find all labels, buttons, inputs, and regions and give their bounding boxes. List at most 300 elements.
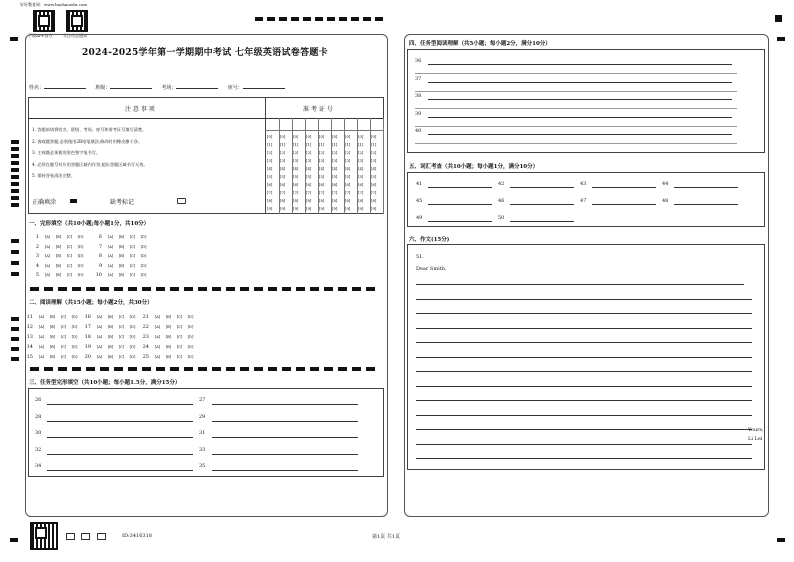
- exam-digit-bubble[interactable]: [1]: [358, 142, 364, 147]
- exam-digit-bubble[interactable]: [7]: [306, 190, 312, 195]
- choice-bubble[interactable]: [D]: [187, 355, 194, 359]
- choice-bubble[interactable]: [A]: [154, 315, 161, 319]
- choice-bubble[interactable]: [D]: [77, 235, 84, 239]
- question-row[interactable]: [30, 234, 86, 240]
- choice-bubble[interactable]: [B]: [49, 355, 56, 359]
- choice-bubble[interactable]: [D]: [71, 315, 78, 319]
- choice-bubble[interactable]: [A]: [96, 355, 103, 359]
- choice-bubble[interactable]: [B]: [107, 345, 114, 349]
- question-row[interactable]: [82, 314, 138, 320]
- question-row[interactable]: [93, 244, 149, 250]
- separator-block: [100, 367, 109, 371]
- seat-field[interactable]: [243, 88, 285, 89]
- separator-block: [100, 287, 109, 291]
- exam-digit-bubble[interactable]: [8]: [319, 198, 325, 203]
- choice-bubble[interactable]: [B]: [118, 244, 125, 249]
- choice-bubble[interactable]: [A]: [38, 355, 45, 359]
- choice-bubble[interactable]: [D]: [140, 235, 147, 239]
- question-row[interactable]: [24, 354, 80, 360]
- exam-digit-bubble[interactable]: [2]: [267, 150, 273, 155]
- question-number: 14: [26, 344, 33, 350]
- choice-bubble[interactable]: [A]: [107, 263, 114, 268]
- choice-bubble[interactable]: [C]: [129, 244, 136, 249]
- answer-line[interactable]: [47, 437, 193, 438]
- choice-bubble[interactable]: [A]: [38, 345, 45, 349]
- question-row[interactable]: [24, 344, 80, 350]
- exam-digit-bubble[interactable]: [7]: [280, 190, 286, 195]
- choice-bubble[interactable]: [D]: [140, 244, 147, 249]
- footer-box: [97, 533, 106, 540]
- choice-bubble[interactable]: [C]: [118, 325, 125, 329]
- exam-digit-bubble[interactable]: [2]: [345, 150, 351, 155]
- exam-digit-bubble[interactable]: [8]: [332, 198, 338, 203]
- choice-bubble[interactable]: [A]: [154, 355, 161, 359]
- answer-line[interactable]: [428, 187, 492, 188]
- exam-digit-bubble[interactable]: [2]: [293, 150, 299, 155]
- exam-digit-bubble[interactable]: [3]: [293, 158, 299, 163]
- choice-bubble[interactable]: [B]: [107, 355, 114, 359]
- essay-line[interactable]: [416, 386, 752, 387]
- timing-mark: [303, 17, 311, 21]
- question-row[interactable]: [24, 334, 80, 340]
- exam-digit-bubble[interactable]: [4]: [306, 166, 312, 171]
- blank-number: 28: [35, 413, 42, 420]
- choice-bubble[interactable]: [C]: [129, 263, 136, 268]
- essay-line[interactable]: [416, 415, 752, 416]
- answer-line[interactable]: [415, 91, 737, 92]
- exam-digit-bubble[interactable]: [6]: [371, 182, 377, 187]
- exam-digit-bubble[interactable]: [9]: [332, 206, 338, 211]
- answer-line[interactable]: [415, 73, 737, 74]
- answer-line[interactable]: [415, 126, 737, 127]
- answer-line[interactable]: [212, 470, 358, 471]
- name-field[interactable]: [44, 88, 86, 89]
- answer-line[interactable]: [47, 470, 193, 471]
- correct-fill-label: 正确填涂: [32, 199, 57, 206]
- choice-bubble[interactable]: [C]: [60, 355, 67, 359]
- exam-digit-bubble[interactable]: [2]: [319, 150, 325, 155]
- choice-bubble[interactable]: [B]: [165, 355, 172, 359]
- exam-digit-bubble[interactable]: [9]: [319, 206, 325, 211]
- question-row[interactable]: [24, 324, 80, 330]
- choice-bubble[interactable]: [A]: [96, 325, 103, 329]
- choice-bubble[interactable]: [D]: [77, 244, 84, 249]
- exam-digit-bubble[interactable]: [3]: [345, 158, 351, 163]
- question-row[interactable]: [30, 272, 86, 278]
- exam-digit-bubble[interactable]: [1]: [267, 142, 273, 147]
- choice-bubble[interactable]: [A]: [154, 325, 161, 329]
- exam-digit-bubble[interactable]: [6]: [293, 182, 299, 187]
- exam-digit-bubble[interactable]: [2]: [306, 150, 312, 155]
- choice-bubble[interactable]: [B]: [49, 315, 56, 319]
- exam-digit-bubble[interactable]: [4]: [280, 166, 286, 171]
- exam-digit-bubble[interactable]: [5]: [306, 174, 312, 179]
- choice-bubble[interactable]: [D]: [140, 273, 147, 277]
- exam-digit-bubble[interactable]: [3]: [267, 158, 273, 163]
- exam-digit-bubble[interactable]: [7]: [319, 190, 325, 195]
- timing-mark: [11, 317, 19, 321]
- choice-bubble[interactable]: [C]: [118, 335, 125, 339]
- separator-block: [156, 367, 165, 371]
- exam-digit-bubble[interactable]: [0]: [358, 134, 364, 139]
- answer-line[interactable]: [415, 143, 737, 144]
- choice-bubble[interactable]: [D]: [140, 263, 147, 268]
- question-row[interactable]: [140, 324, 196, 330]
- choice-bubble[interactable]: [A]: [44, 254, 51, 258]
- exam-digit-bubble[interactable]: [1]: [319, 142, 325, 147]
- choice-bubble[interactable]: [C]: [66, 273, 73, 277]
- exam-digit-bubble[interactable]: [6]: [267, 182, 273, 187]
- exam-digit-bubble[interactable]: [9]: [306, 206, 312, 211]
- choice-bubble[interactable]: [C]: [176, 355, 183, 359]
- choice-bubble[interactable]: [B]: [55, 244, 62, 249]
- question-row[interactable]: [93, 253, 149, 259]
- choice-bubble[interactable]: [D]: [129, 315, 136, 319]
- question-number: 9: [98, 262, 102, 269]
- answer-line[interactable]: [47, 404, 193, 405]
- choice-bubble[interactable]: [C]: [129, 235, 136, 239]
- essay-line[interactable]: [416, 313, 752, 314]
- exam-digit-bubble[interactable]: [8]: [371, 198, 377, 203]
- exam-digit-bubble[interactable]: [0]: [345, 134, 351, 139]
- exam-digit-bubble[interactable]: [3]: [319, 158, 325, 163]
- exam-digit-bubble[interactable]: [4]: [267, 166, 273, 171]
- answer-line[interactable]: [674, 187, 738, 188]
- exam-digit-bubble[interactable]: [4]: [319, 166, 325, 171]
- choice-bubble[interactable]: [B]: [55, 263, 62, 268]
- exam-digit-bubble[interactable]: [1]: [371, 142, 377, 147]
- choice-bubble[interactable]: [D]: [140, 254, 147, 258]
- class-field[interactable]: [110, 88, 152, 89]
- answer-line[interactable]: [510, 221, 574, 222]
- exam-digit-bubble[interactable]: [0]: [332, 134, 338, 139]
- choice-bubble[interactable]: [A]: [107, 235, 114, 239]
- blank-number: 26: [35, 397, 42, 403]
- choice-bubble[interactable]: [B]: [55, 254, 62, 258]
- choice-bubble[interactable]: [B]: [55, 273, 62, 277]
- choice-bubble[interactable]: [B]: [118, 263, 125, 268]
- choice-bubble[interactable]: [A]: [44, 263, 51, 268]
- answer-line[interactable]: [47, 421, 193, 422]
- separator-block: [226, 287, 235, 291]
- exam-digit-bubble[interactable]: [6]: [280, 182, 286, 187]
- question-row[interactable]: [140, 334, 196, 340]
- exam-digit-bubble[interactable]: [5]: [319, 174, 325, 179]
- answer-line[interactable]: [428, 82, 732, 83]
- exam-digit-bubble[interactable]: [5]: [358, 174, 364, 179]
- exam-digit-bubble[interactable]: [9]: [371, 206, 377, 211]
- choice-bubble[interactable]: [D]: [77, 254, 84, 258]
- choice-bubble[interactable]: [B]: [118, 235, 125, 239]
- choice-bubble[interactable]: [C]: [118, 345, 125, 349]
- question-row[interactable]: [82, 334, 138, 340]
- essay-line[interactable]: [416, 299, 752, 300]
- choice-bubble[interactable]: [D]: [71, 335, 78, 339]
- question-row[interactable]: [82, 344, 138, 350]
- choice-bubble[interactable]: [C]: [176, 335, 183, 339]
- answer-line[interactable]: [415, 108, 737, 109]
- choice-bubble[interactable]: [A]: [44, 273, 51, 277]
- exam-digit-bubble[interactable]: [8]: [358, 198, 364, 203]
- essay-line[interactable]: [416, 400, 752, 401]
- answer-line[interactable]: [428, 64, 732, 65]
- choice-bubble[interactable]: [B]: [107, 325, 114, 329]
- question-row[interactable]: [93, 272, 149, 278]
- question-row[interactable]: [140, 314, 196, 320]
- choice-bubble[interactable]: [C]: [60, 315, 67, 319]
- separator-block: [296, 367, 305, 371]
- exam-digit-bubble[interactable]: [1]: [332, 142, 338, 147]
- choice-bubble[interactable]: [C]: [129, 273, 136, 277]
- choice-bubble[interactable]: [B]: [49, 335, 56, 339]
- choice-bubble[interactable]: [A]: [154, 345, 161, 349]
- exam-digit-bubble[interactable]: [4]: [293, 166, 299, 171]
- site-link[interactable]: 好好教育网：www.haohaoedu.com: [20, 2, 88, 7]
- exam-digit-bubble[interactable]: [0]: [371, 134, 377, 139]
- exam-digit-bubble[interactable]: [7]: [267, 190, 273, 195]
- choice-bubble[interactable]: [C]: [66, 235, 73, 239]
- exam-digit-bubble[interactable]: [9]: [280, 206, 286, 211]
- choice-bubble[interactable]: [A]: [38, 315, 45, 319]
- choice-bubble[interactable]: [B]: [107, 315, 114, 319]
- choice-bubble[interactable]: [C]: [60, 345, 67, 349]
- exam-digit-bubble[interactable]: [4]: [332, 166, 338, 171]
- question-row[interactable]: [140, 344, 196, 350]
- exam-digit-bubble[interactable]: [6]: [358, 182, 364, 187]
- choice-bubble[interactable]: [B]: [165, 345, 172, 349]
- separator-block: [254, 287, 263, 291]
- exam-digit-bubble[interactable]: [2]: [358, 150, 364, 155]
- choice-bubble[interactable]: [A]: [44, 235, 51, 239]
- answer-line[interactable]: [674, 204, 738, 205]
- essay-line[interactable]: [416, 429, 752, 430]
- timing-mark: [11, 196, 19, 200]
- choice-bubble[interactable]: [D]: [77, 263, 84, 268]
- exam-digit-bubble[interactable]: [2]: [371, 150, 377, 155]
- exam-digit-bubble[interactable]: [1]: [280, 142, 286, 147]
- exam-digit-bubble[interactable]: [5]: [371, 174, 377, 179]
- question-row[interactable]: [93, 263, 149, 269]
- exam-digit-bubble[interactable]: [1]: [293, 142, 299, 147]
- answer-line[interactable]: [212, 421, 358, 422]
- choice-bubble[interactable]: [A]: [96, 335, 103, 339]
- exam-digit-bubble[interactable]: [6]: [319, 182, 325, 187]
- choice-bubble[interactable]: [A]: [38, 325, 45, 329]
- exam-digit-bubble[interactable]: [4]: [358, 166, 364, 171]
- choice-bubble[interactable]: [A]: [96, 345, 103, 349]
- exam-digit-bubble[interactable]: [3]: [371, 158, 377, 163]
- exam-digit-bubble[interactable]: [9]: [345, 206, 351, 211]
- answer-line[interactable]: [510, 204, 574, 205]
- answer-line[interactable]: [212, 437, 358, 438]
- question-row[interactable]: [30, 263, 86, 269]
- exam-digit-bubble[interactable]: [9]: [293, 206, 299, 211]
- exam-digit-bubble[interactable]: [9]: [358, 206, 364, 211]
- choice-bubble[interactable]: [B]: [118, 273, 125, 277]
- choice-bubble[interactable]: [B]: [165, 335, 172, 339]
- answer-line[interactable]: [212, 404, 358, 405]
- exam-digit-bubble[interactable]: [8]: [267, 198, 273, 203]
- exam-digit-bubble[interactable]: [5]: [267, 174, 273, 179]
- question-number: 17: [84, 324, 91, 330]
- essay-line[interactable]: [416, 444, 752, 445]
- essay-line[interactable]: [416, 284, 744, 285]
- exam-digit-bubble[interactable]: [5]: [280, 174, 286, 179]
- exam-digit-bubble[interactable]: [7]: [332, 190, 338, 195]
- exam-digit-bubble[interactable]: [0]: [319, 134, 325, 139]
- choice-bubble[interactable]: [C]: [118, 355, 125, 359]
- choice-bubble[interactable]: [B]: [118, 254, 125, 258]
- separator-block: [282, 367, 291, 371]
- choice-bubble[interactable]: [D]: [187, 345, 194, 349]
- essay-line[interactable]: [416, 342, 752, 343]
- question-number: 45: [416, 198, 423, 204]
- answer-line[interactable]: [47, 454, 193, 455]
- answer-line[interactable]: [428, 99, 732, 100]
- choice-bubble[interactable]: [D]: [129, 345, 136, 349]
- choice-bubble[interactable]: [C]: [60, 325, 67, 329]
- choice-bubble[interactable]: [A]: [107, 254, 114, 258]
- exam-digit-bubble[interactable]: [3]: [332, 158, 338, 163]
- choice-bubble[interactable]: [C]: [66, 263, 73, 268]
- exam-digit-bubble[interactable]: [7]: [345, 190, 351, 195]
- exam-digit-bubble[interactable]: [1]: [306, 142, 312, 147]
- answer-line[interactable]: [510, 187, 574, 188]
- choice-bubble[interactable]: [B]: [165, 325, 172, 329]
- timing-mark: [11, 182, 19, 186]
- answer-line[interactable]: [592, 204, 656, 205]
- room-field[interactable]: [176, 88, 218, 89]
- essay-signature: Li Lei: [748, 436, 763, 442]
- timing-mark: [11, 272, 19, 276]
- answer-line[interactable]: [212, 454, 358, 455]
- exam-digit-bubble[interactable]: [3]: [280, 158, 286, 163]
- question-number: 47: [580, 198, 587, 204]
- exam-digit-bubble[interactable]: [6]: [345, 182, 351, 187]
- choice-bubble[interactable]: [C]: [129, 254, 136, 258]
- choice-bubble[interactable]: [D]: [77, 273, 84, 277]
- choice-bubble[interactable]: [C]: [176, 345, 183, 349]
- question-number: 10: [95, 272, 102, 278]
- exam-digit-bubble[interactable]: [0]: [267, 134, 273, 139]
- question-row[interactable]: [140, 354, 196, 360]
- exam-digit-bubble[interactable]: [2]: [332, 150, 338, 155]
- exam-digit-bubble[interactable]: [0]: [280, 134, 286, 139]
- question-row[interactable]: [30, 244, 86, 250]
- choice-bubble[interactable]: [C]: [66, 254, 73, 258]
- choice-bubble[interactable]: [C]: [118, 315, 125, 319]
- exam-digit-bubble[interactable]: [7]: [293, 190, 299, 195]
- timing-mark: [267, 17, 275, 21]
- essay-line[interactable]: [416, 458, 752, 459]
- question-row[interactable]: [24, 314, 80, 320]
- choice-bubble[interactable]: [C]: [66, 244, 73, 249]
- answer-line[interactable]: [428, 117, 732, 118]
- choice-bubble[interactable]: [D]: [71, 345, 78, 349]
- choice-bubble[interactable]: [C]: [176, 325, 183, 329]
- choice-bubble[interactable]: [D]: [71, 325, 78, 329]
- separator-block: [86, 287, 95, 291]
- choice-bubble[interactable]: [B]: [49, 325, 56, 329]
- exam-digit-bubble[interactable]: [8]: [306, 198, 312, 203]
- section6-title: 六、作文(15分): [409, 237, 450, 243]
- exam-digit-bubble[interactable]: [5]: [345, 174, 351, 179]
- choice-bubble[interactable]: [D]: [187, 325, 194, 329]
- essay-line[interactable]: [416, 357, 752, 358]
- choice-bubble[interactable]: [D]: [129, 355, 136, 359]
- choice-bubble[interactable]: [B]: [55, 235, 62, 239]
- question-number: 23: [142, 334, 149, 340]
- exam-digit-bubble[interactable]: [4]: [371, 166, 377, 171]
- sheet-title: 2024-2025学年第一学期期中考试 七年级英语试卷答题卡: [82, 48, 328, 58]
- essay-line[interactable]: [416, 328, 752, 329]
- exam-digit-bubble[interactable]: [9]: [267, 206, 273, 211]
- choice-bubble[interactable]: [A]: [107, 244, 114, 249]
- question-number: 42: [498, 181, 505, 187]
- answer-line[interactable]: [428, 221, 492, 222]
- question-row[interactable]: [82, 324, 138, 330]
- question-row[interactable]: [93, 234, 149, 240]
- exam-digit-bubble[interactable]: [6]: [332, 182, 338, 187]
- exam-digit-bubble[interactable]: [3]: [358, 158, 364, 163]
- exam-digit-bubble[interactable]: [5]: [332, 174, 338, 179]
- exam-digit-bubble[interactable]: [8]: [280, 198, 286, 203]
- exam-digit-bubble[interactable]: [6]: [306, 182, 312, 187]
- separator-block: [226, 367, 235, 371]
- choice-bubble[interactable]: [A]: [44, 244, 51, 249]
- choice-bubble[interactable]: [C]: [60, 335, 67, 339]
- answer-line[interactable]: [428, 204, 492, 205]
- choice-bubble[interactable]: [C]: [176, 315, 183, 319]
- answer-line[interactable]: [428, 134, 732, 135]
- separator-block: [184, 367, 193, 371]
- missing-mark-box[interactable]: [177, 198, 186, 204]
- choice-bubble[interactable]: [A]: [154, 335, 161, 339]
- choice-bubble[interactable]: [D]: [129, 325, 136, 329]
- exam-digit-bubble[interactable]: [5]: [293, 174, 299, 179]
- essay-line[interactable]: [416, 371, 752, 372]
- choice-bubble[interactable]: [A]: [107, 273, 114, 277]
- exam-digit-bubble[interactable]: [8]: [293, 198, 299, 203]
- choice-bubble[interactable]: [A]: [96, 315, 103, 319]
- separator-block: [86, 367, 95, 371]
- exam-digit-bubble[interactable]: [7]: [371, 190, 377, 195]
- exam-digit-bubble[interactable]: [2]: [280, 150, 286, 155]
- choice-bubble[interactable]: [D]: [187, 315, 194, 319]
- notice-list: [32, 124, 148, 182]
- choice-bubble[interactable]: [D]: [71, 355, 78, 359]
- exam-digit-bubble[interactable]: [4]: [345, 166, 351, 171]
- choice-bubble[interactable]: [A]: [38, 335, 45, 339]
- answer-line[interactable]: [592, 187, 656, 188]
- choice-bubble[interactable]: [B]: [107, 335, 114, 339]
- choice-bubble[interactable]: [D]: [187, 335, 194, 339]
- choice-bubble[interactable]: [D]: [129, 335, 136, 339]
- exam-digit-bubble[interactable]: [1]: [345, 142, 351, 147]
- exam-digit-bubble[interactable]: [0]: [306, 134, 312, 139]
- exam-digit-bubble[interactable]: [8]: [345, 198, 351, 203]
- question-number: 4: [35, 262, 39, 269]
- exam-digit-bubble[interactable]: [3]: [306, 158, 312, 163]
- choice-bubble[interactable]: [B]: [165, 315, 172, 319]
- question-row[interactable]: [82, 354, 138, 360]
- choice-bubble[interactable]: [B]: [49, 345, 56, 349]
- question-row[interactable]: [30, 253, 86, 259]
- notice-title: 注 意 事 项: [125, 106, 155, 113]
- exam-digit-bubble[interactable]: [0]: [293, 134, 299, 139]
- exam-digit-bubble[interactable]: [7]: [358, 190, 364, 195]
- separator-block: [114, 287, 123, 291]
